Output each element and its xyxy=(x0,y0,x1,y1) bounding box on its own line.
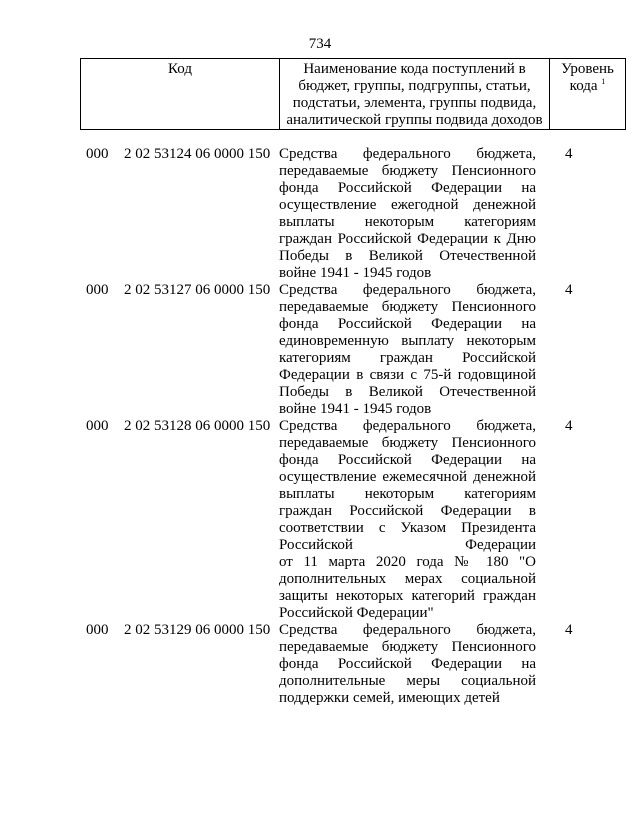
description-line: граждан Российской Федерации к Дню xyxy=(279,231,536,247)
description-line: дополнительные меры социальной xyxy=(279,673,536,689)
footnote-marker: 1 xyxy=(601,77,606,86)
description-line: фонда Российской Федерации на xyxy=(279,180,536,196)
description-line: фонда Российской Федерации на xyxy=(279,656,536,672)
table-header xyxy=(80,58,626,130)
description-line: фонда Российской Федерации на xyxy=(279,316,536,332)
description-line: войне 1941 - 1945 годов xyxy=(279,401,432,417)
description-line: Средства федерального бюджета, xyxy=(279,282,536,298)
header-code-label: Код xyxy=(168,61,192,77)
header-name-line: Наименование кода поступлений в xyxy=(303,61,526,77)
row-code-level: 4 xyxy=(565,282,573,298)
description-line: фонда Российской Федерации на xyxy=(279,452,536,468)
row-revenue-code: 2 02 53124 06 0000 150 xyxy=(124,146,271,162)
description-line: Средства федерального бюджета, xyxy=(279,146,536,162)
description-line: Федерации в связи с 75-й годовщиной xyxy=(279,367,536,383)
header-name-line: подстатьи, элемента, группы подвида, xyxy=(292,95,537,111)
table-row xyxy=(0,146,640,282)
description-line: выплаты некоторым категориям xyxy=(279,486,536,502)
row-description xyxy=(279,146,536,282)
header-level-label: Уровень xyxy=(561,61,614,77)
row-revenue-code: 2 02 53129 06 0000 150 xyxy=(124,622,271,638)
description-line: от 11 марта 2020 года № 180 "О xyxy=(279,554,536,570)
description-line: войне 1941 - 1945 годов xyxy=(279,265,432,281)
row-admin-code: 000 xyxy=(86,622,109,638)
description-line: категориям граждан Российской xyxy=(279,350,536,366)
row-code-level: 4 xyxy=(565,146,573,162)
description-line: осуществление ежегодной денежной xyxy=(279,197,536,213)
row-admin-code: 000 xyxy=(86,146,109,162)
header-code-cell xyxy=(81,59,280,130)
page-number: 734 xyxy=(308,36,332,52)
table-row xyxy=(0,282,640,418)
description-line: соответствии с Указом Президента xyxy=(279,520,536,536)
row-description xyxy=(279,418,536,622)
description-line: единовременную выплату некоторым xyxy=(279,333,536,349)
description-line: передаваемые бюджету Пенсионного xyxy=(279,299,536,315)
description-line: передаваемые бюджету Пенсионного xyxy=(279,435,536,451)
description-line: Победы в Великой Отечественной xyxy=(279,248,536,264)
description-line: передаваемые бюджету Пенсионного xyxy=(279,639,536,655)
description-line: Победы в Великой Отечественной xyxy=(279,384,536,400)
description-line: Российской Федерации" xyxy=(279,605,434,621)
header-name-cell xyxy=(280,59,550,130)
description-line: дополнительных мерах социальной xyxy=(279,571,536,587)
row-admin-code: 000 xyxy=(86,418,109,434)
header-level-cell xyxy=(550,59,626,130)
row-code-level: 4 xyxy=(565,418,573,434)
header-level-label-2: кода xyxy=(569,78,598,94)
description-line: поддержки семей, имеющих детей xyxy=(279,690,500,706)
description-line: Средства федерального бюджета, xyxy=(279,622,536,638)
description-line: передаваемые бюджету Пенсионного xyxy=(279,163,536,179)
row-revenue-code: 2 02 53128 06 0000 150 xyxy=(124,418,271,434)
row-admin-code: 000 xyxy=(86,282,109,298)
description-line: осуществление ежемесячной денежной xyxy=(279,469,536,485)
header-name-line: аналитической группы подвида доходов xyxy=(286,112,543,128)
row-description xyxy=(279,282,536,418)
header-name-line: бюджет, группы, подгруппы, статьи, xyxy=(298,78,531,94)
row-description xyxy=(279,622,536,707)
description-line: защиты некоторых категорий граждан xyxy=(279,588,536,604)
row-code-level: 4 xyxy=(565,622,573,638)
description-line: граждан Российской Федерации в xyxy=(279,503,536,519)
row-revenue-code: 2 02 53127 06 0000 150 xyxy=(124,282,271,298)
table-row xyxy=(0,622,640,707)
description-line: выплаты некоторым категориям xyxy=(279,214,536,230)
description-line: Российской Федерации xyxy=(279,537,536,553)
table-body xyxy=(0,146,640,707)
description-line: Средства федерального бюджета, xyxy=(279,418,536,434)
table-row xyxy=(0,418,640,622)
